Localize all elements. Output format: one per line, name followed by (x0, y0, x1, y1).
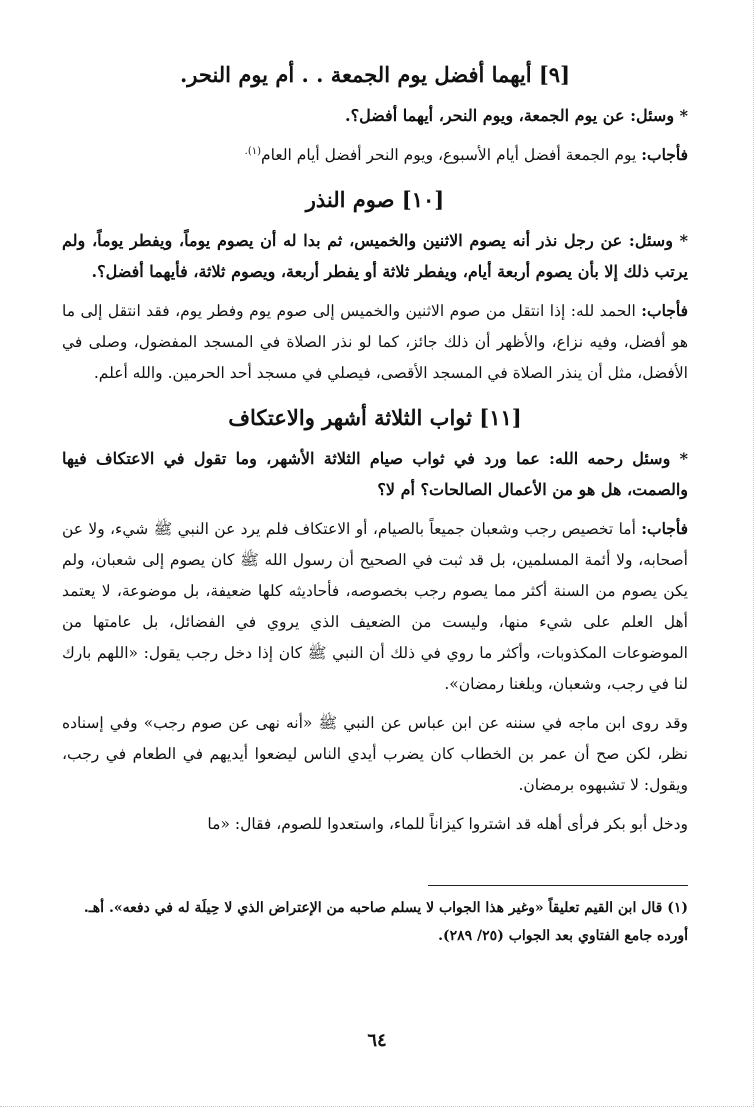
answer-text: أما تخصيص رجب وشعبان جميعاً بالصيام، أو الاعتكاف فلم يرد عن النبي ﷺ شيء، ولا عن أصحابه، ولا أئمة المسلمين، بل قد ثبت في الصحيح أن رسول الله ﷺ كان يصوم إلى شعبان، ولم يكن يصوم من السنة أكثر مما يصوم رجب بخصوصه، فأحاديثه كلها ضعيفة، بل موضوعة، لا يعتمد أهل العلم على شيء منها، وليست من الضعيف الذي يروي في الفضائل، بل عامتها من الموضوعات المكذوبات، وأكثر ما روي في ذلك أن النبي ﷺ كان إذا دخل رجب يقول: «اللهم بارك لنا في رجب، وشعبان، وبلغنا رمضان». (62, 520, 688, 693)
answer-label: فأجاب: (641, 519, 688, 538)
answer-label: فأجاب: (641, 145, 688, 164)
footnotes (62, 894, 688, 950)
answer-text: الحمد لله: إذا انتقل من صوم الاثنين والخميس إلى صوم يوم وفطر يوم، فقد انتقل إلى ما هو أفضل، وفيه نزاع، والأظهر أن ذلك جائز، كما لو نذر الصلاة في المسجد المفضول، وصلى في الأفضل، مثل أن ينذر الصلاة في المسجد الأقصى، فيصلي في مسجد أحد الحرمين. والله أعلم. (62, 302, 688, 382)
footnote-marker: (١). (244, 145, 262, 157)
footnote-1: (١) قال ابن القيم تعليقاً «وغير هذا الجواب لا يسلم صاحبه من الإعتراض الذي لا حِيلَة له في دفعه». أهـ. (83, 900, 688, 916)
section-10-question: * وسئل: عن رجل نذر أنه يصوم الاثنين والخميس، ثم بدا له أن يصوم يوماً، ويفطر يوماً، ولم يرتب ذلك إلا بأن يصوم أربعة أيام، ويفطر ثلاثة أو يفطر أربعة، ويصوم ثلاثة، فأيهما أفضل؟. (62, 231, 688, 281)
section-9-question: * وسئل: عن يوم الجمعة، ويوم النحر، أيهما أفضل؟. (345, 106, 688, 125)
section-11-paragraph-2: وقد روى ابن ماجه في سننه عن ابن عباس عن النبي ﷺ «أنه نهى عن صوم رجب» وفي إسناده نظر، لكن صح أن عمر بن الخطاب كان يضرب أيدي الناس ليضعوا أيديهم في الطعام في رجب، ويقول: لا تشبهوه برمضان. (62, 714, 688, 794)
section-9-answer (62, 139, 688, 171)
footnote-divider (428, 885, 688, 886)
answer-label: فأجاب: (641, 301, 689, 320)
section-10-answer (62, 295, 688, 389)
section-11-title: [١١] ثواب الثلاثة أشهر والاعتكاف (228, 405, 522, 430)
page-body (62, 58, 688, 840)
section-11-paragraph-3: ودخل أبو بكر فرأى أهله قد اشتروا كيزاناً للماء، واستعدوا للصوم، فقال: «ما (207, 815, 688, 833)
section-11-answer (62, 513, 688, 700)
section-11-question: * وسئل رحمه الله: عما ورد في ثواب صيام الثلاثة الأشهر، وما تقول في الاعتكاف فيها والصمت، هل هو من الأعمال الصالحات؟ أم لا؟ (62, 449, 688, 499)
section-9-title: [٩] أيهما أفضل يوم الجمعة . . أم يوم النحر. (179, 62, 571, 87)
answer-text: يوم الجمعة أفضل أيام الأسبوع، ويوم النحر أفضل أيام العام (261, 146, 637, 164)
footnote-1-source: أورده جامع الفتاوي بعد الجواب (٢٥/ ٢٨٩). (438, 928, 688, 944)
page-number: ٦٤ (367, 1030, 387, 1051)
section-10-title: [١٠] صوم النذر (305, 187, 445, 212)
